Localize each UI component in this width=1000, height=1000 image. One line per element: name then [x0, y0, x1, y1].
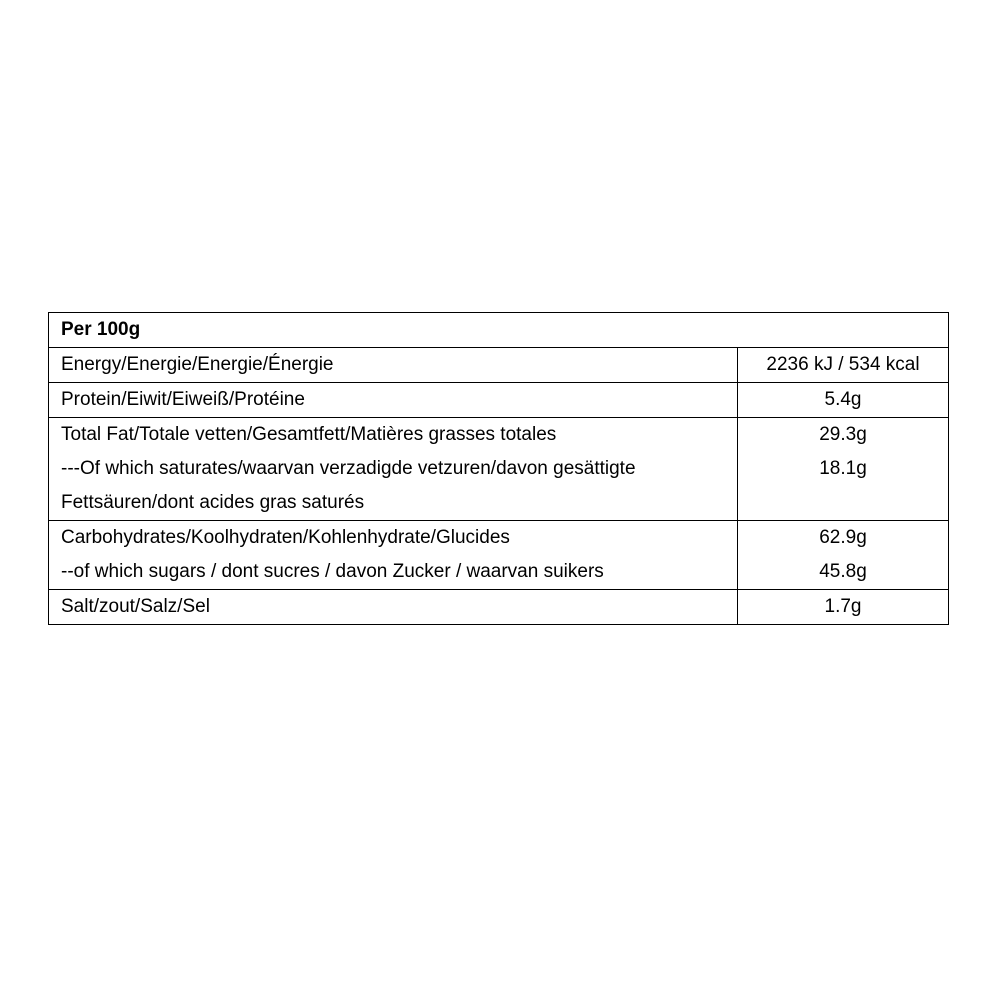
- nutrition-table: [48, 312, 949, 625]
- nutrient-value-saturates: 18.1g: [819, 458, 867, 479]
- row-label-cell: [49, 590, 738, 625]
- row-label-cell: [49, 418, 738, 521]
- nutrient-value-total-fat: 29.3g: [819, 424, 867, 445]
- nutrient-label-carbohydrates: Carbohydrates/Koolhydraten/Kohlenhydrate/Glucides: [61, 527, 510, 548]
- nutrient-value-carbohydrates: 62.9g: [819, 527, 867, 548]
- nutrient-label-total-fat: Total Fat/Totale vetten/Gesamtfett/Matières grasses totales: [61, 424, 557, 445]
- table-row-carbohydrates: [49, 521, 949, 590]
- per-100g-header: Per 100g: [49, 313, 949, 348]
- row-value-cell: [738, 418, 949, 521]
- row-label-cell: [49, 521, 738, 590]
- table-row-salt: [49, 590, 949, 625]
- nutrient-label-salt: Salt/zout/Salz/Sel: [61, 596, 210, 617]
- row-value-cell: [738, 348, 949, 383]
- row-value-cell: [738, 521, 949, 590]
- nutrient-value-energy: 2236 kJ / 534 kcal: [766, 354, 920, 375]
- nutrient-label-saturates: ---Of which saturates/waarvan verzadigde vetzuren/davon gesättigte Fettsäuren/dont acides gras saturés: [61, 458, 636, 513]
- nutrient-value-salt: 1.7g: [824, 596, 862, 617]
- nutrient-label-sugars: --of which sugars / dont sucres / davon Zucker / waarvan suikers: [61, 561, 604, 582]
- table-row-protein: [49, 383, 949, 418]
- row-value-cell: [738, 383, 949, 418]
- table-row-fat: [49, 418, 949, 521]
- table-header-row: [49, 313, 949, 348]
- row-value-cell: [738, 590, 949, 625]
- nutrient-value-sugars: 45.8g: [819, 561, 867, 582]
- table-row-energy: [49, 348, 949, 383]
- nutrient-label-energy: Energy/Energie/Energie/Énergie: [61, 354, 334, 375]
- row-label-cell: [49, 383, 738, 418]
- nutrient-label-protein: Protein/Eiwit/Eiweiß/Protéine: [61, 389, 305, 410]
- row-label-cell: [49, 348, 738, 383]
- nutrient-value-protein: 5.4g: [824, 389, 862, 410]
